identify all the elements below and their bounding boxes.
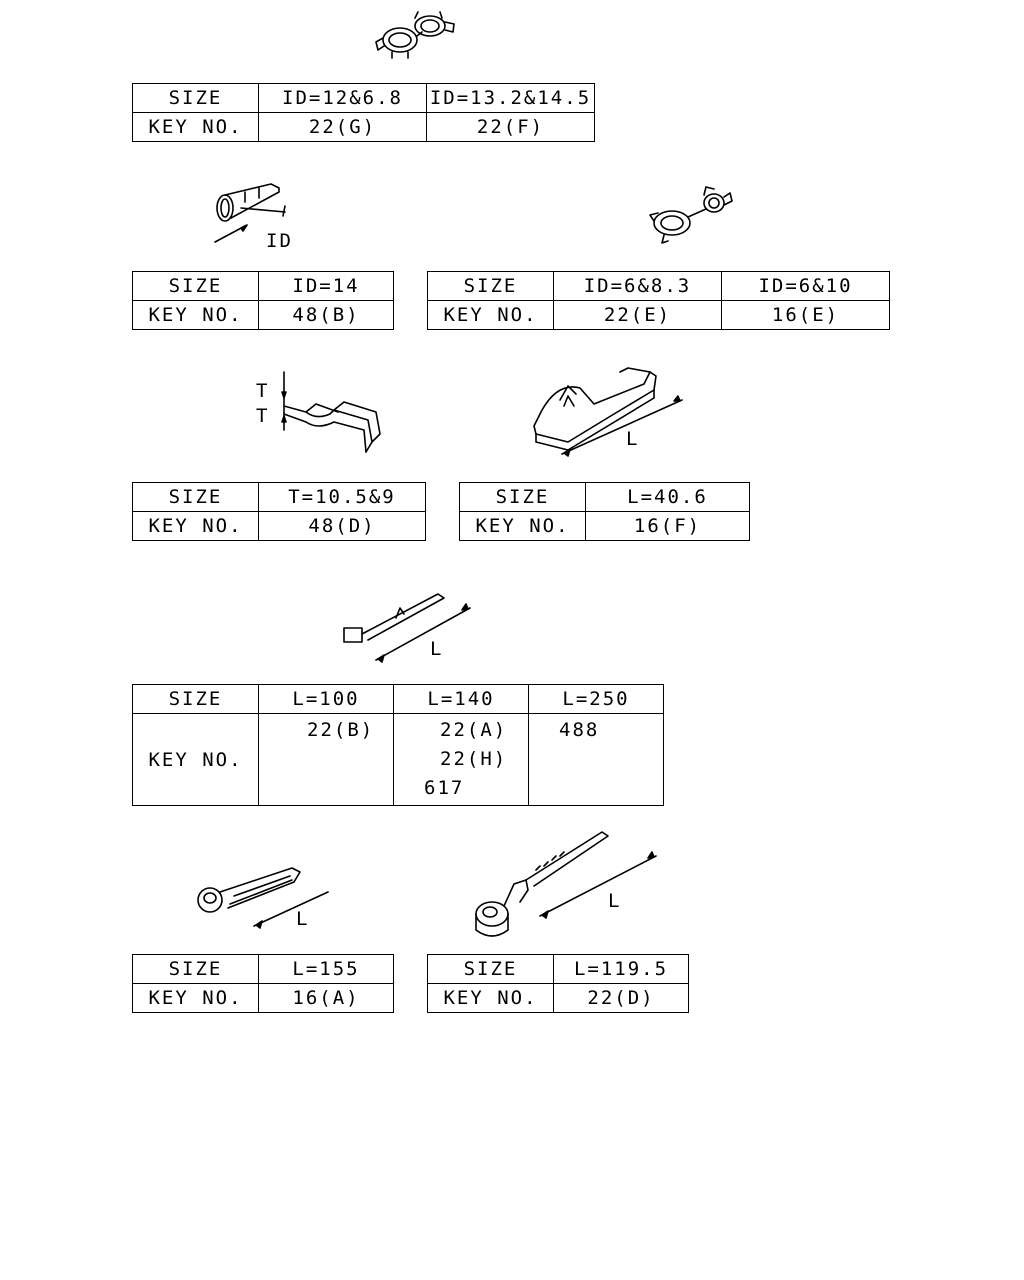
key-value: 488	[559, 719, 600, 741]
spec-table-6	[132, 684, 664, 806]
key-cell: 22(F)	[427, 113, 595, 142]
key-value: 617	[424, 777, 465, 799]
double-hose-clip-illustration	[370, 8, 460, 64]
mounting-tie-illustration	[194, 862, 334, 932]
spec-table-8	[427, 954, 689, 1013]
dimension-label-id: ID	[266, 230, 293, 252]
size-cell: ID=14	[259, 272, 394, 301]
spec-table-3	[427, 271, 890, 330]
cable-tie-illustration	[340, 584, 480, 664]
twin-hose-clip-illustration	[648, 185, 738, 247]
key-cell: 22(G)	[259, 113, 427, 142]
size-cell: L=100	[259, 685, 394, 714]
key-value: 22(H)	[440, 748, 508, 770]
key-cell: 16(A)	[259, 984, 394, 1013]
key-cell: 48(D)	[259, 512, 426, 541]
size-header: SIZE	[133, 955, 259, 984]
size-cell: L=250	[529, 685, 664, 714]
dimension-label-t-upper: T	[256, 380, 270, 402]
size-cell: L=155	[259, 955, 394, 984]
anchor-tie-illustration	[470, 826, 660, 941]
key-no-header: KEY NO.	[133, 714, 259, 806]
spec-table-1	[132, 83, 595, 142]
key-value: 22(B)	[307, 719, 375, 741]
key-cell: 48(B)	[259, 301, 394, 330]
spec-table-5	[459, 482, 750, 541]
dimension-label-l-3: L	[296, 908, 310, 930]
spec-table-7	[132, 954, 394, 1013]
size-header: SIZE	[428, 272, 554, 301]
key-cell	[529, 714, 664, 806]
size-cell: ID=13.2&14.5	[427, 84, 595, 113]
spec-table-2	[132, 271, 394, 330]
size-header: SIZE	[133, 483, 259, 512]
key-no-header: KEY NO.	[133, 512, 259, 541]
key-no-header: KEY NO.	[133, 113, 259, 142]
size-header: SIZE	[133, 272, 259, 301]
bracket-clip-illustration	[276, 370, 391, 460]
size-cell: L=140	[394, 685, 529, 714]
key-no-header: KEY NO.	[428, 984, 554, 1013]
size-cell: ID=6&10	[722, 272, 890, 301]
size-cell: L=40.6	[586, 483, 750, 512]
dimension-label-l-1: L	[626, 428, 640, 450]
spec-table-4	[132, 482, 426, 541]
size-cell: ID=12&6.8	[259, 84, 427, 113]
key-cell	[259, 714, 394, 806]
size-header: SIZE	[428, 955, 554, 984]
size-header: SIZE	[460, 483, 586, 512]
key-value: 22(A)	[440, 719, 508, 741]
key-cell: 16(E)	[722, 301, 890, 330]
key-no-header: KEY NO.	[133, 984, 259, 1013]
size-cell: L=119.5	[554, 955, 689, 984]
key-cell: 16(F)	[586, 512, 750, 541]
edge-clip-illustration	[524, 366, 684, 466]
size-cell: T=10.5&9	[259, 483, 426, 512]
key-no-header: KEY NO.	[460, 512, 586, 541]
key-no-header: KEY NO.	[133, 301, 259, 330]
key-cell: 22(E)	[554, 301, 722, 330]
dimension-label-l-2: L	[430, 638, 444, 660]
size-header: SIZE	[133, 84, 259, 113]
key-cell: 22(D)	[554, 984, 689, 1013]
dimension-label-t-lower: T	[256, 405, 270, 427]
key-cell	[394, 714, 529, 806]
key-no-header: KEY NO.	[428, 301, 554, 330]
size-header: SIZE	[133, 685, 259, 714]
size-cell: ID=6&8.3	[554, 272, 722, 301]
dimension-label-l-4: L	[608, 890, 622, 912]
